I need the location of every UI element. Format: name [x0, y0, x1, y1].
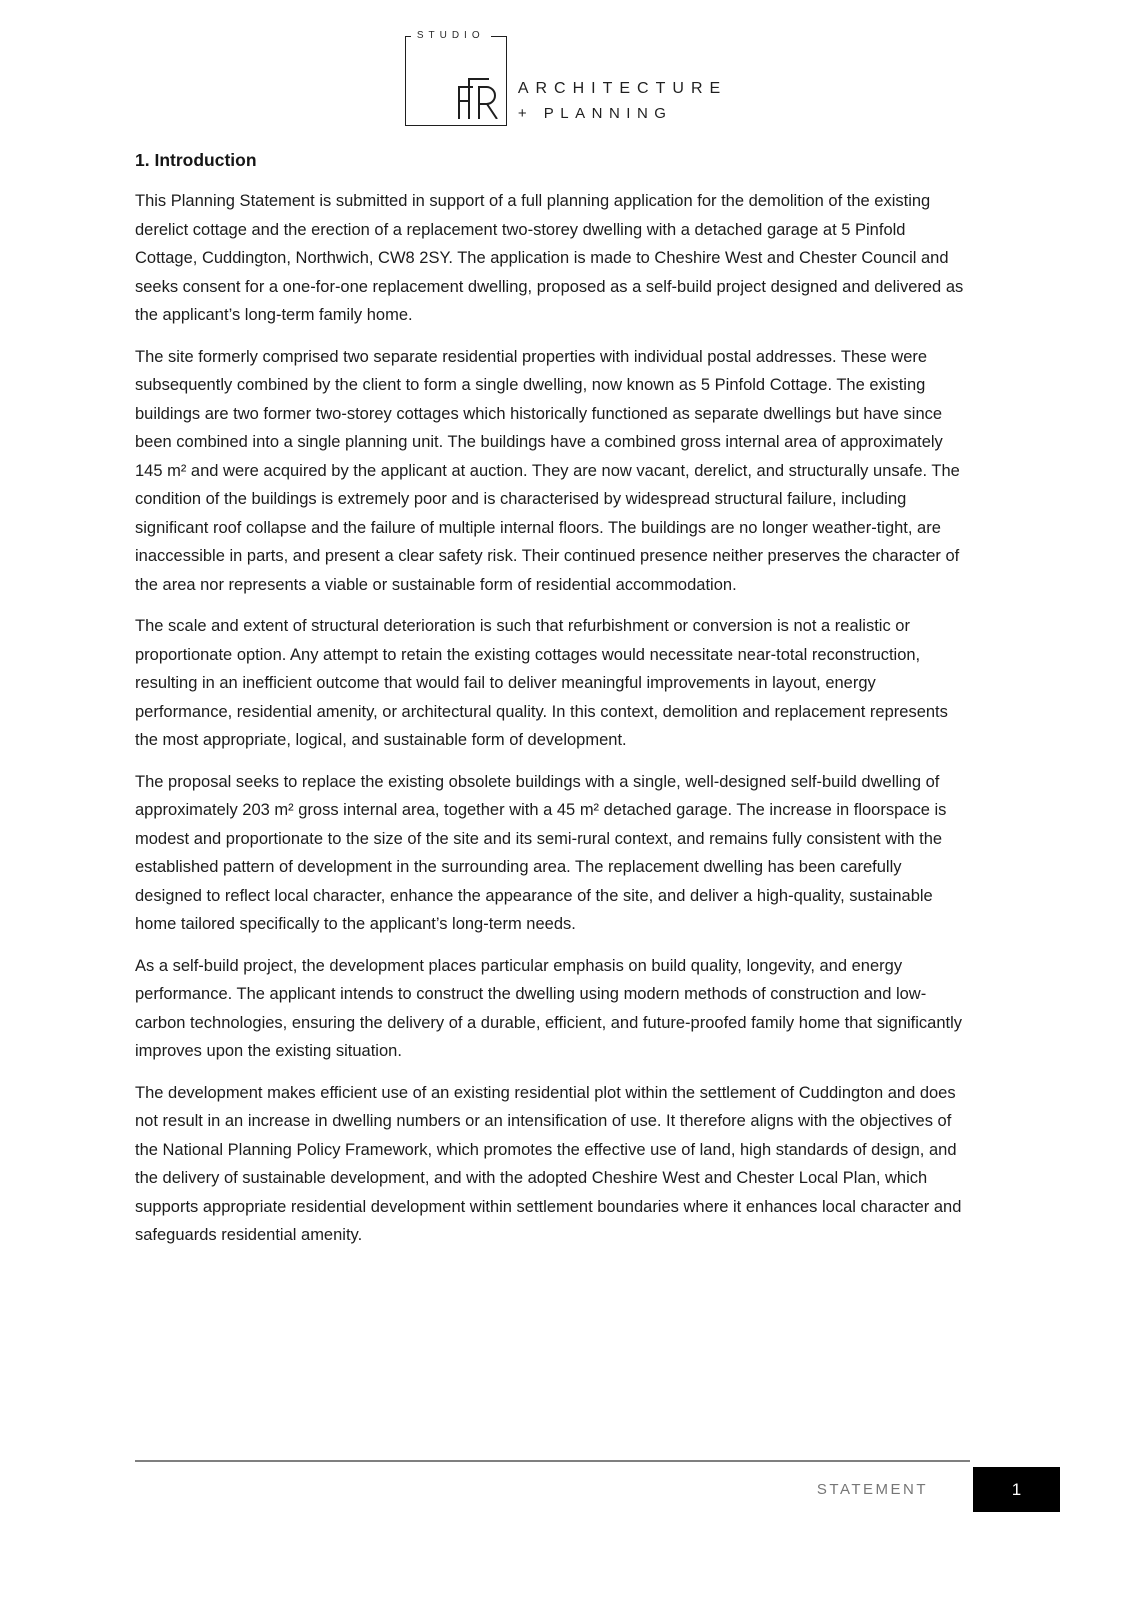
logo: [405, 30, 728, 126]
paragraph: As a self-build project, the development places particular emphasis on build quality, longevity, and energy performance. The applicant intends to construct the dwelling using modern methods of construction and low-carbon technologies, ensuring the delivery of a durable, efficient, and future-proofed family home that significantly improves upon the existing situation.: [135, 956, 963, 1060]
logo-box: [405, 30, 507, 126]
fr-monogram-icon: [450, 71, 504, 119]
paragraph: The scale and extent of structural deterioration is such that refurbishment or conversion is not a realistic or proportionate option. Any attempt to retain the existing cottages would necessitate near-total reconstruction, resulting in an inefficient outcome that would fail to deliver meaningful improvements in layout, energy performance, residential amenity, or architectural quality. In this context, demolition and replacement represents the most appropriate, logical, and sustainable form of development.: [135, 617, 948, 749]
paragraph: The development makes efficient use of an existing residential plot within the settlement of Cuddington and does not result in an increase in dwelling numbers or an intensification of use. It therefore aligns with the objectives of the National Planning Policy Framework, which promotes the effective use of land, high standards of design, and the delivery of sustainable development, and with the adopted Cheshire West and Chester Local Plan, which supports appropriate residential development within settlement boundaries where it enhances local character and safeguards residential amenity.: [135, 1083, 962, 1244]
studio-label: STUDIO: [411, 30, 491, 41]
footer-label: STATEMENT: [816, 1481, 928, 1498]
page-number-badge: 1: [973, 1467, 1060, 1512]
logo-line-planning: + PLANNING: [517, 105, 673, 122]
paragraph: This Planning Statement is submitted in support of a full planning application for the demolition of the existing derelict cottage and the erection of a replacement two-storey dwelling with a detached garage at 5 Pinfold Cottage, Cuddington, Northwich, CW8 2SY. The application is made to Cheshire West and Chester Council and seeks consent for a one-for-one replacement dwelling, proposed as a self-build project designed and delivered as the applicant’s long-term family home.: [135, 192, 964, 324]
section-heading: 1. Introduction: [135, 150, 257, 170]
paragraph: The proposal seeks to replace the existing obsolete buildings with a single, well-designed self-build dwelling of approximately 203 m² gross internal area, together with a 45 m² detached garage. The increase in floorspace is modest and proportionate to the size of the site and its semi-rural context, and remains fully consistent with the established pattern of development in the surrounding area. The replacement dwelling has been carefully designed to reflect local character, enhance the appearance of the site, and deliver a high-quality, sustainable home tailored specifically to the applicant’s long-term needs.: [135, 772, 947, 933]
logo-line-architecture: ARCHITECTURE: [517, 80, 728, 97]
footer-rule: [135, 1460, 970, 1462]
footer-row: [135, 1467, 1060, 1512]
paragraph: The site formerly comprised two separate residential properties with individual postal addresses. These were subsequently combined by the client to form a single dwelling, now known as 5 Pinfold Cottage. The existing buildings are two former two-storey cottages which historically functioned as separate dwellings but have since been combined into a single planning unit. The buildings have a combined gross internal area of approximately 145 m² and were acquired by the applicant at auction. They are now vacant, derelict, and structurally unsafe. The condition of the buildings is extremely poor and is characterised by widespread structural failure, including significant roof collapse and the failure of multiple internal floors. The buildings are no longer weather-tight, are inaccessible in parts, and present a clear safety risk. Their continued presence neither preserves the character of the area nor represents a viable or sustainable form of residential accommodation.: [135, 347, 960, 594]
document-body: [135, 150, 970, 1250]
page-footer: [135, 1460, 1060, 1512]
logo-wordmark: [518, 80, 727, 122]
